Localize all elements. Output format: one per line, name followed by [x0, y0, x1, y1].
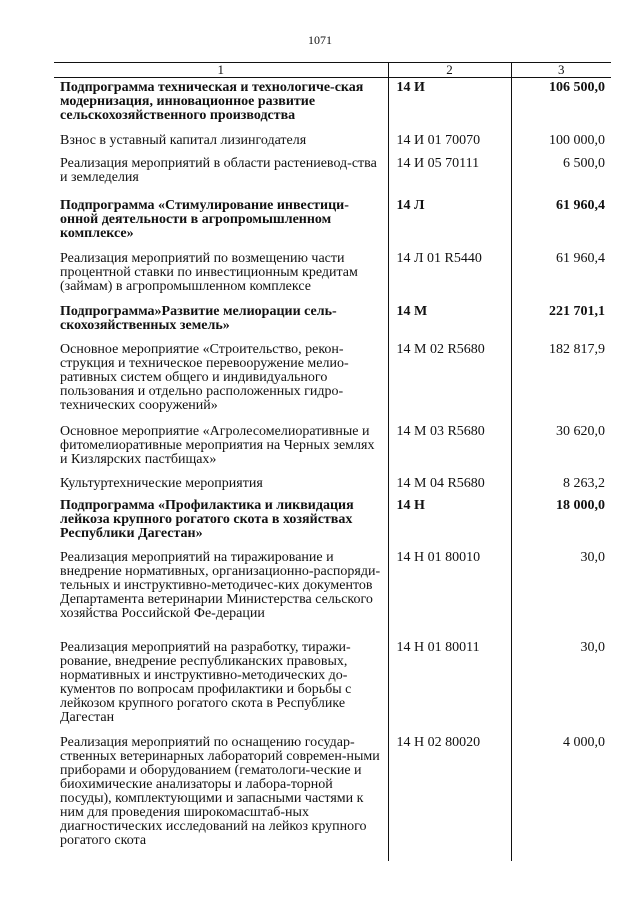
table-row	[54, 131, 611, 154]
table-header-row	[54, 63, 611, 78]
row-amount: 61 960,4	[511, 196, 611, 249]
row-name: Основное мероприятие «Строительство, рекон-струкция и техническое перевооружение мелио-ративных систем общего и индивидуального пользования и отдельно расположенных гидро-технических сооружений»	[60, 341, 349, 413]
table-row	[54, 302, 611, 340]
row-code: 14 М	[388, 302, 511, 340]
row-name: Подпрограмма «Профилактика и ликвидация лейкоза крупного рогатого скота в хозяйствах Республики Дагестан»	[60, 497, 354, 541]
column-header-name: 1	[54, 63, 388, 78]
column-header-code: 2	[388, 63, 511, 78]
table-row	[54, 249, 611, 302]
column-header-amount: 3	[511, 63, 611, 78]
row-name: Реализация мероприятий по оснащению государ-ственных ветеринарных лабораторий современ-ными приборами и оборудованием (гематологи-ческие и биохимические анализаторы и лабора-торной посуды), комплектующими и запасными частями к ним для проведения широкомасштаб-ных диагностических исследований на лейкоз крупного рогатого скота	[60, 734, 380, 848]
row-name: Подпрограмма «Стимулирование инвестици-онной деятельности в агропромышленном комплексе»	[60, 197, 349, 241]
row-code: 14 Л	[388, 196, 511, 249]
row-code: 14 И 01 70070	[388, 131, 511, 154]
table-row	[54, 638, 611, 733]
row-name: Взнос в уставный капитал лизингодателя	[60, 132, 307, 148]
row-code: 14 М 04 R5680	[388, 474, 511, 496]
row-amount: 221 701,1	[511, 302, 611, 340]
row-code: 14 М 03 R5680	[388, 422, 511, 474]
row-amount: 182 817,9	[511, 340, 611, 422]
row-amount: 8 263,2	[511, 474, 611, 496]
budget-table	[54, 62, 611, 861]
row-code: 14 М 02 R5680	[388, 340, 511, 422]
row-name: Реализация мероприятий на разработку, тиражи-рование, внедрение республиканских правовых, нормативных и инструктивно-методических до-кументов по вопросам профилактики и борьбы с лейкозом крупного рогатого скота в Республике Дагестан	[60, 639, 352, 725]
row-amount: 61 960,4	[511, 249, 611, 302]
row-name: Подпрограмма техническая и технологиче-ская модернизация, инновационное развитие сельскохозяйственного производства	[60, 80, 364, 123]
table-row	[54, 496, 611, 548]
row-name: Реализация мероприятий в области растениевод-ства и земледелия	[60, 155, 377, 185]
table-row	[54, 196, 611, 249]
page-number: 1071	[308, 33, 332, 47]
row-amount: 4 000,0	[511, 733, 611, 861]
row-name: Подпрограмма»Развитие мелиорации сель-скохозяйственных земель»	[60, 303, 337, 333]
row-code: 14 Л 01 R5440	[388, 249, 511, 302]
row-code: 14 Н	[388, 496, 511, 548]
row-amount: 100 000,0	[511, 131, 611, 154]
row-name: Реализация мероприятий на тиражирование и внедрение нормативных, организационно-распоряди-тельных и инструктивно-методичес-ких документов Департамента ветеринарии Министерства сельского хозяйства Российской Фе-дерации	[60, 549, 381, 621]
table-row	[54, 548, 611, 638]
row-name: Культуртехнические мероприятия	[60, 475, 263, 491]
table-row	[54, 154, 611, 196]
row-name: Основное мероприятие «Агролесомелиоративные и фитомелиоративные мероприятия на Черных землях и Кизлярских пастбищах»	[60, 423, 375, 467]
row-code: 14 Н 02 80020	[388, 733, 511, 861]
row-amount: 18 000,0	[511, 496, 611, 548]
row-code: 14 И 05 70111	[388, 154, 511, 196]
row-code: 14 И	[388, 78, 511, 131]
row-code: 14 Н 01 80011	[388, 638, 511, 733]
row-code: 14 Н 01 80010	[388, 548, 511, 638]
table-row	[54, 733, 611, 861]
row-amount: 6 500,0	[511, 154, 611, 196]
table-row	[54, 422, 611, 474]
table-row	[54, 340, 611, 422]
row-amount: 106 500,0	[511, 78, 611, 131]
row-name: Реализация мероприятий по возмещению части процентной ставки по инвестиционным кредитам (займам) в агропромышленном комплексе	[60, 250, 358, 294]
row-amount: 30 620,0	[511, 422, 611, 474]
table-row	[54, 474, 611, 496]
row-amount: 30,0	[511, 548, 611, 638]
table-row	[54, 78, 611, 131]
row-amount: 30,0	[511, 638, 611, 733]
